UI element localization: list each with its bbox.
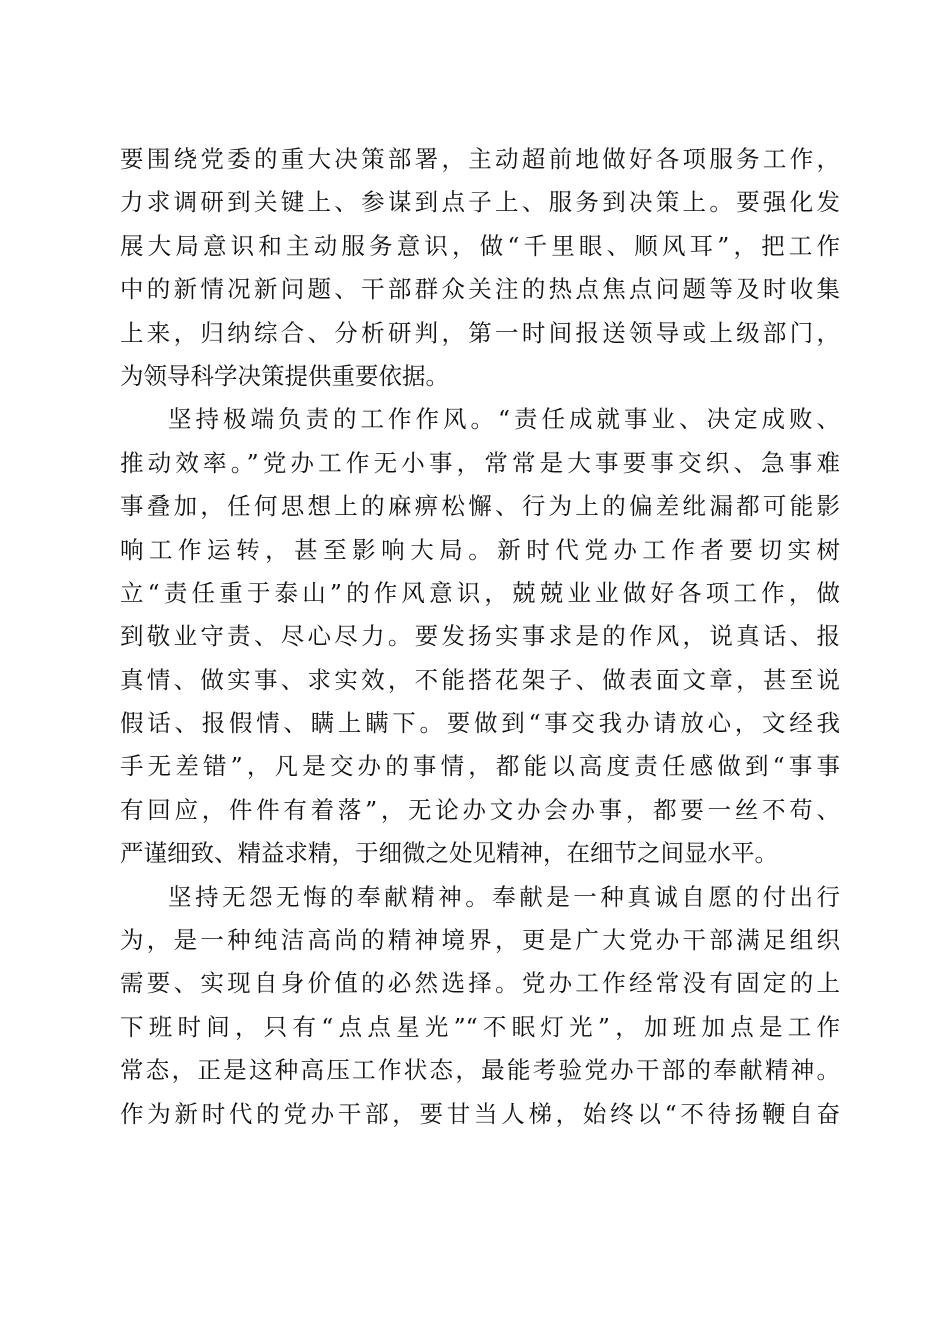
paragraph (120, 398, 840, 875)
text-line: 力求调研到关键上、参谋到点子上、服务到决策上。要强化发 (120, 188, 840, 217)
text-line: 假话、报假情、瞒上瞒下。要做到“事交我办请放心，文经我 (120, 709, 840, 738)
text-line: 手无差错”，凡是交办的事情，都能以高度责任感做到“事事 (120, 752, 840, 781)
paragraph (120, 138, 840, 398)
text-line: 真情、做实事、求实效，不能搭花架子、做表面文章，甚至说 (120, 665, 840, 694)
document-body (120, 138, 840, 1136)
text-line: 作为新时代的党办干部，要甘当人梯，始终以“不待扬鞭自奋 (120, 1099, 840, 1128)
text-line: 为领导科学决策提供重要依据。 (120, 361, 449, 390)
text-line: 常态，正是这种高压工作状态，最能考验党办干部的奉献精神。 (120, 1056, 840, 1085)
text-line: 下班时间，只有“点点星光”“不眠灯光”，加班加点是工作 (120, 1012, 840, 1041)
text-line: 坚持极端负责的工作作风。“责任成就事业、决定成败、 (168, 405, 840, 434)
text-line: 中的新情况新问题、干部群众关注的热点焦点问题等及时收集 (120, 275, 840, 304)
text-line: 有回应，件件有着落”，无论办文办会办事，都要一丝不苟、 (120, 795, 840, 824)
text-line: 响工作运转，甚至影响大局。新时代党办工作者要切实树 (120, 535, 840, 564)
text-line: 事叠加，任何思想上的麻痹松懈、行为上的偏差纰漏都可能影 (120, 492, 840, 521)
text-line: 需要、实现自身价值的必然选择。党办工作经常没有固定的上 (120, 969, 840, 998)
paragraph (120, 876, 840, 1136)
text-line: 上来，归纳综合、分析研判，第一时间报送领导或上级部门， (120, 318, 840, 347)
text-line: 严谨细致、精益求精，于细微之处见精神，在细节之间显水平。 (120, 839, 778, 868)
text-line: 立“责任重于泰山”的作风意识，兢兢业业做好各项工作，做 (120, 578, 840, 607)
text-line: 推动效率。”党办工作无小事，常常是大事要事交织、急事难 (120, 448, 840, 477)
text-line: 到敬业守责、尽心尽力。要发扬实事求是的作风，说真话、报 (120, 622, 840, 651)
text-line: 展大局意识和主动服务意识，做“千里眼、顺风耳”，把工作 (120, 231, 840, 260)
text-line: 为，是一种纯洁高尚的精神境界，更是广大党办干部满足组织 (120, 926, 840, 955)
text-line: 坚持无怨无悔的奉献精神。奉献是一种真诚自愿的付出行 (168, 882, 840, 911)
text-line: 要围绕党委的重大决策部署，主动超前地做好各项服务工作， (120, 145, 840, 173)
